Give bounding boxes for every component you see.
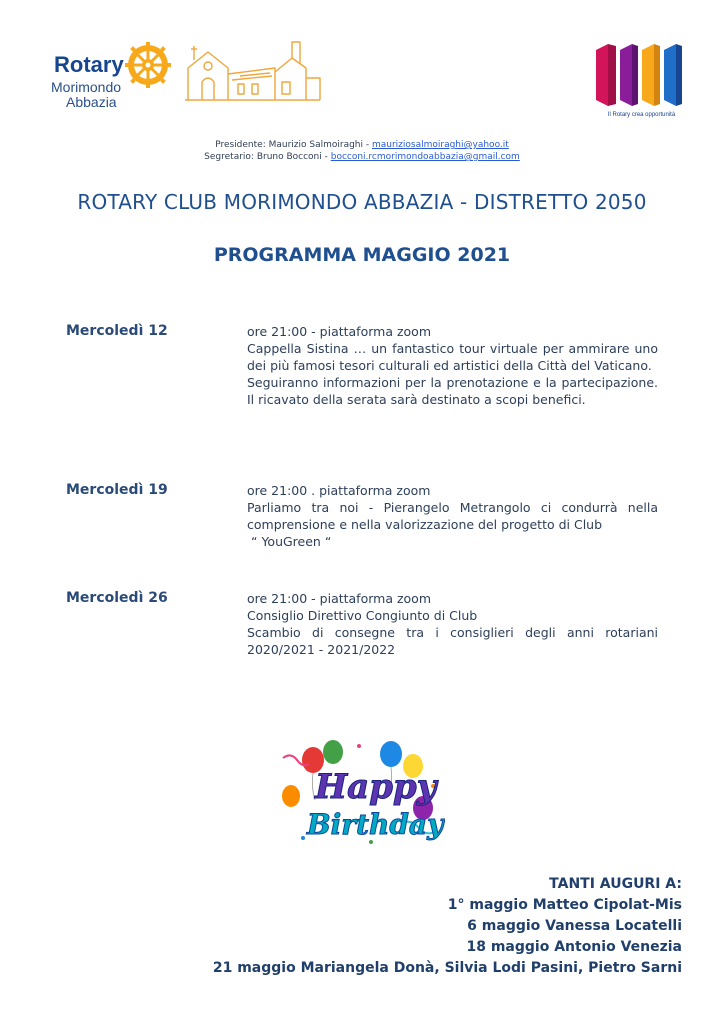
wishes-block bbox=[213, 874, 682, 979]
secretary-contact bbox=[0, 152, 724, 162]
event-details-1 bbox=[247, 323, 658, 408]
rotary-motto: Il Rotary crea opportunità bbox=[607, 112, 676, 118]
club-title: ROTARY CLUB MORIMONDO ABBAZIA - DISTRETTO 2050 bbox=[77, 190, 647, 214]
rotary-wheel-icon bbox=[125, 42, 171, 88]
president-email-link[interactable]: mauriziosalmoiraghi@yahoo.it bbox=[371, 140, 509, 150]
event-time-1: ore 21:00 - piattaforma zoom bbox=[247, 324, 431, 339]
secretary-email-link[interactable]: bocconi.rcmorimondoabbazia@gmail.com bbox=[330, 152, 520, 162]
event-details-3 bbox=[247, 590, 658, 658]
wish-line-2: 6 maggio Vanessa Locatelli bbox=[467, 918, 682, 934]
event-day-3: Mercoledì 26 bbox=[66, 590, 168, 606]
birthday-text: Birthday bbox=[307, 808, 444, 841]
event-day-1: Mercoledì 12 bbox=[66, 323, 168, 339]
event-note-1: Seguiranno informazioni per la prenotazione e la partecipazione. Il ricavato della serata sarà destinato a scopi benefici. bbox=[247, 375, 658, 407]
wish-line-1: 1° maggio Matteo Cipolat-Mis bbox=[447, 897, 682, 913]
event-description-1: Cappella Sistina … un fantastico tour virtuale per ammirare uno dei più famosi tesori culturali ed artistici della Città del Vaticano. bbox=[247, 341, 658, 373]
event-description-2: Parliamo tra noi - Pierangelo Metrangolo ci condurrà nella comprensione e nella valorizzazione del progetto di Club bbox=[247, 500, 658, 532]
abbey-drawing-icon bbox=[180, 38, 325, 104]
wish-line-3: 18 maggio Antonio Venezia bbox=[466, 939, 682, 955]
event-note-2: “ YouGreen “ bbox=[251, 534, 332, 549]
event-note-3: Scambio di consegne tra i consiglieri degli anni rotariani 2020/2021 - 2021/2022 bbox=[247, 625, 658, 657]
event-details-2 bbox=[247, 482, 658, 550]
event-time-3: ore 21:00 - piattaforma zoom bbox=[247, 591, 431, 606]
event-day-2: Mercoledì 19 bbox=[66, 482, 168, 498]
event-description-3: Consiglio Direttivo Congiunto di Club bbox=[247, 608, 478, 623]
event-time-2: ore 21:00 . piattaforma zoom bbox=[247, 483, 431, 498]
wish-line-4: 21 maggio Mariangela Donà, Silvia Lodi Pasini, Pietro Sarni bbox=[212, 960, 682, 976]
wishes-title: TANTI AUGURI A: bbox=[549, 876, 682, 892]
logo-line-2: Abbazia bbox=[66, 94, 117, 110]
logo-line-1: Morimondo bbox=[51, 79, 122, 95]
president-contact bbox=[0, 140, 724, 150]
rotary-doors-icon bbox=[594, 42, 684, 110]
program-title: PROGRAMMA MAGGIO 2021 bbox=[213, 244, 511, 266]
happy-birthday-image bbox=[273, 738, 445, 856]
secretary-label: Segretario: Bruno Bocconi - bbox=[204, 152, 331, 162]
rotary-logo-text: Rotary bbox=[54, 52, 124, 77]
happy-text: Happy bbox=[315, 767, 437, 807]
president-label: Presidente: Maurizio Salmoiraghi - bbox=[215, 140, 372, 150]
